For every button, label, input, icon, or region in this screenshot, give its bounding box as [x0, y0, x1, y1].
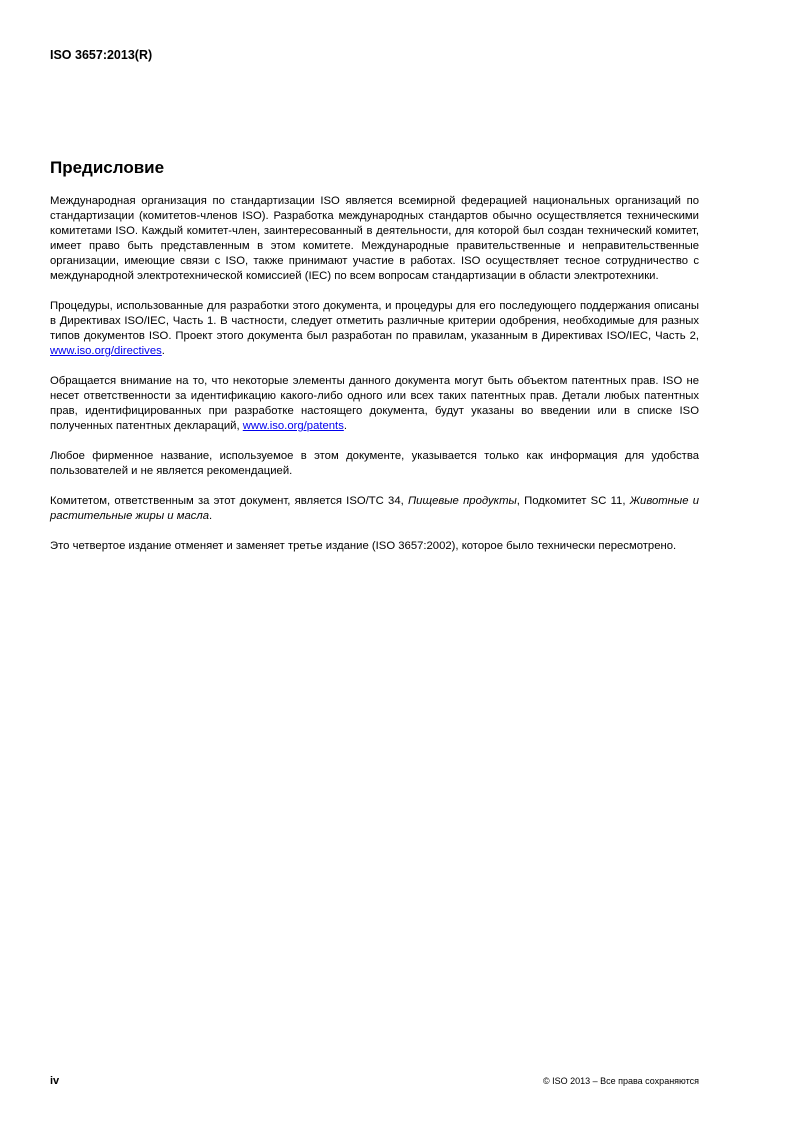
patents-end: . [343, 420, 347, 432]
section-title: Предисловие [50, 158, 165, 177]
committee-tc-name: Пищевые продукты [407, 495, 517, 507]
paragraph-edition: Это четвертое издание отменяет и заменяет третье издание (ISO 3657:2002), которое было технически пересмотрено. [50, 540, 677, 552]
committee-end: . [209, 510, 213, 522]
paragraph-iso-organization: Международная организация по стандартизации ISO является всемирной федерацией национальных организаций по стандартизации (комитетов-членов ISO). Разработка международных стандартов обычно осуществляется техническими комитетами ISO. Каждый комитет-член, заинтересованный в деятельности, для которой был создан технический комитет, имеет право быть представленным в этом комитете. Международные правительственные и неправительственные организации, имеющие связи с ISO, также принимают участие в работах. ISO осуществляет тесное сотрудничество с международной электротехнической комиссией (IEC) по всем вопросам стандартизации в области электротехники. [50, 195, 699, 282]
committee-text: Комитетом, ответственным за этот документ, является ISO/TC 34, [50, 495, 408, 507]
paragraph-trade-name: Любое фирменное название, используемое в этом документе, указывается только как информация для удобства пользователей и не является рекомендацией. [50, 450, 699, 477]
directives-link[interactable]: www.iso.org/directives [50, 345, 162, 357]
paragraph-procedures [50, 299, 699, 359]
patents-text: Обращается внимание на то, что некоторые элементы данного документа могут быть объектом патентных прав. ISO не несет ответственности за идентификацию какого-либо одного или всех таких патентных прав. Детали любых патентных прав, идентифицированных при разработке настоящего документа, будут указаны во введении или в списке ISO полученных патентных деклараций, [50, 375, 699, 432]
paragraph-committee [50, 494, 699, 524]
paragraph-patents [50, 374, 699, 434]
patents-link[interactable]: www.iso.org/patents [242, 420, 344, 432]
document-id-header: ISO 3657:2013(R) [50, 48, 153, 62]
foreword-body [50, 194, 699, 569]
procedures-end: . [161, 345, 165, 357]
committee-subcommittee-text: , Подкомитет SC 11, [516, 495, 630, 507]
page-number: iv [50, 1075, 60, 1087]
copyright-notice: © ISO 2013 – Все права сохраняются [542, 1076, 699, 1086]
procedures-text: Процедуры, использованные для разработки этого документа, и процедуры для его последующего поддержания описаны в Директивах ISO/IEC, Часть 1. В частности, следует отметить различные критерии одобрения, необходимые для разных типов документов ISO. Проект этого документа был разработан по правилам, указанным в Директивах ISO/IEC, Часть 2, [50, 300, 699, 342]
committee-sc-name: Животные и растительные жиры и масла [50, 495, 699, 522]
